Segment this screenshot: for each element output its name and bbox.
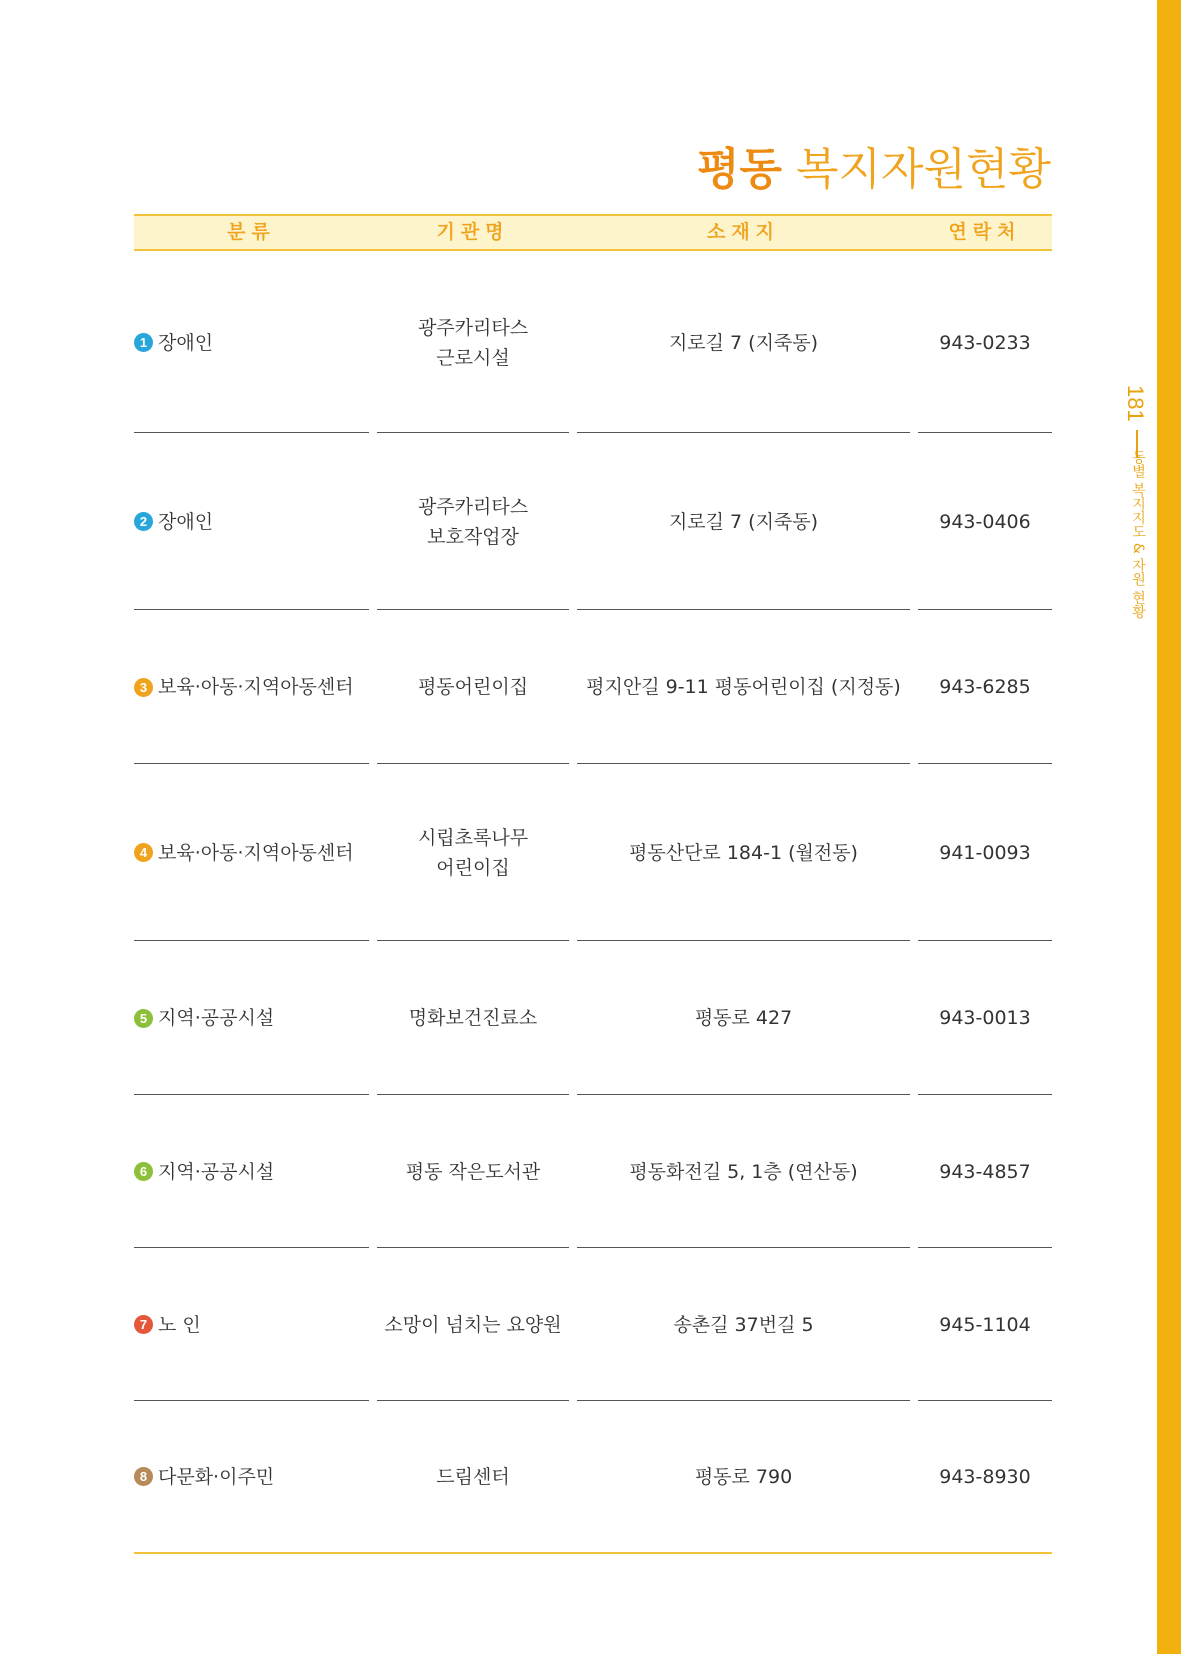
organization-name-line: 명화보건진료소 [408, 1007, 538, 1029]
table-bottom-line [134, 1552, 1052, 1554]
organization-name-line: 광주카리타스 [417, 495, 529, 518]
row-category-label: 보육·아동·지역아동센터 [158, 676, 354, 698]
page-title-light: 복지자원현황 [781, 144, 1051, 195]
number-badge-icon: 3 [134, 678, 153, 697]
row-category-label: 다문화·이주민 [158, 1465, 275, 1488]
table-row [134, 433, 1052, 610]
organization-name-line: 어린이집 [436, 856, 510, 879]
row-phone: 943-4857 [939, 1160, 1031, 1183]
row-category-label: 장애인 [158, 510, 214, 533]
number-badge-icon: 5 [134, 1009, 153, 1028]
table-row [134, 252, 1052, 433]
table-row [134, 1095, 1052, 1248]
table-row [134, 1248, 1052, 1401]
row-category [134, 1248, 369, 1401]
side-accent-bar [1157, 0, 1181, 1654]
number-badge-icon: 8 [134, 1467, 153, 1486]
row-phone: 943-0013 [939, 1007, 1031, 1029]
number-badge-icon: 2 [134, 512, 153, 531]
row-organization [377, 252, 569, 433]
row-address: 평동로 790 [694, 1465, 793, 1488]
row-address: 평지안길 9-11 평동어린이집 (지정동) [586, 676, 901, 698]
row-category [134, 941, 369, 1095]
header-category: 분류 [227, 221, 276, 243]
organization-name-line: 시립초록나무 [417, 826, 529, 849]
row-address: 송촌길 37번길 5 [673, 1313, 814, 1336]
number-badge-icon: 7 [134, 1315, 153, 1334]
header-address: 소재지 [706, 221, 781, 243]
organization-name-line: 평동 작은도서관 [405, 1160, 541, 1183]
organization-name-line: 보호작업장 [427, 525, 519, 548]
row-phone: 943-0233 [939, 331, 1031, 354]
side-caption: 동별 복지지도 & 자원 현황 [1130, 450, 1146, 619]
header-contact: 연락처 [948, 221, 1022, 243]
row-organization [377, 433, 569, 610]
row-organization [377, 764, 569, 941]
row-category-label: 지역·공공시설 [158, 1160, 275, 1183]
organization-name-line: 근로시설 [436, 346, 510, 369]
page-title-bold: 평동 [696, 144, 782, 195]
row-organization [377, 941, 569, 1095]
row-phone: 943-6285 [939, 676, 1031, 698]
row-phone: 943-0406 [939, 510, 1031, 533]
row-address: 평동로 427 [694, 1007, 793, 1029]
row-address: 평동산단로 184-1 (월전동) [629, 841, 858, 864]
row-organization [377, 1401, 569, 1552]
organization-name-line: 평동어린이집 [417, 676, 529, 698]
row-category [134, 1401, 369, 1552]
row-category [134, 1095, 369, 1248]
row-address: 평동화전길 5, 1층 (연산동) [629, 1160, 858, 1183]
table-row [134, 610, 1052, 764]
header-organization: 기관명 [436, 221, 510, 243]
page-title [697, 140, 1051, 200]
table-header [134, 214, 1052, 251]
row-category-label: 노 인 [158, 1313, 201, 1336]
row-category [134, 252, 369, 433]
row-phone: 943-8930 [939, 1465, 1031, 1488]
organization-name-line: 드림센터 [436, 1465, 510, 1488]
row-address: 지로길 7 (지죽동) [668, 510, 819, 533]
row-category-label: 장애인 [158, 331, 214, 354]
row-phone: 945-1104 [939, 1313, 1031, 1336]
table-row [134, 941, 1052, 1095]
organization-name-line: 광주카리타스 [417, 316, 529, 339]
row-organization [377, 1095, 569, 1248]
number-badge-icon: 6 [134, 1162, 153, 1181]
table-row [134, 764, 1052, 941]
row-category [134, 764, 369, 941]
number-badge-icon: 4 [134, 843, 153, 862]
row-category [134, 610, 369, 764]
row-organization [377, 610, 569, 764]
row-category-label: 지역·공공시설 [158, 1007, 275, 1029]
table-row [134, 1401, 1052, 1552]
organization-name-line: 소망이 넘치는 요양원 [384, 1313, 562, 1336]
row-address: 지로길 7 (지죽동) [668, 331, 819, 354]
page-number: 181 [1123, 385, 1148, 422]
row-phone: 941-0093 [939, 841, 1031, 864]
row-organization [377, 1248, 569, 1401]
number-badge-icon: 1 [134, 333, 153, 352]
row-category-label: 보육·아동·지역아동센터 [158, 841, 354, 864]
row-category [134, 433, 369, 610]
